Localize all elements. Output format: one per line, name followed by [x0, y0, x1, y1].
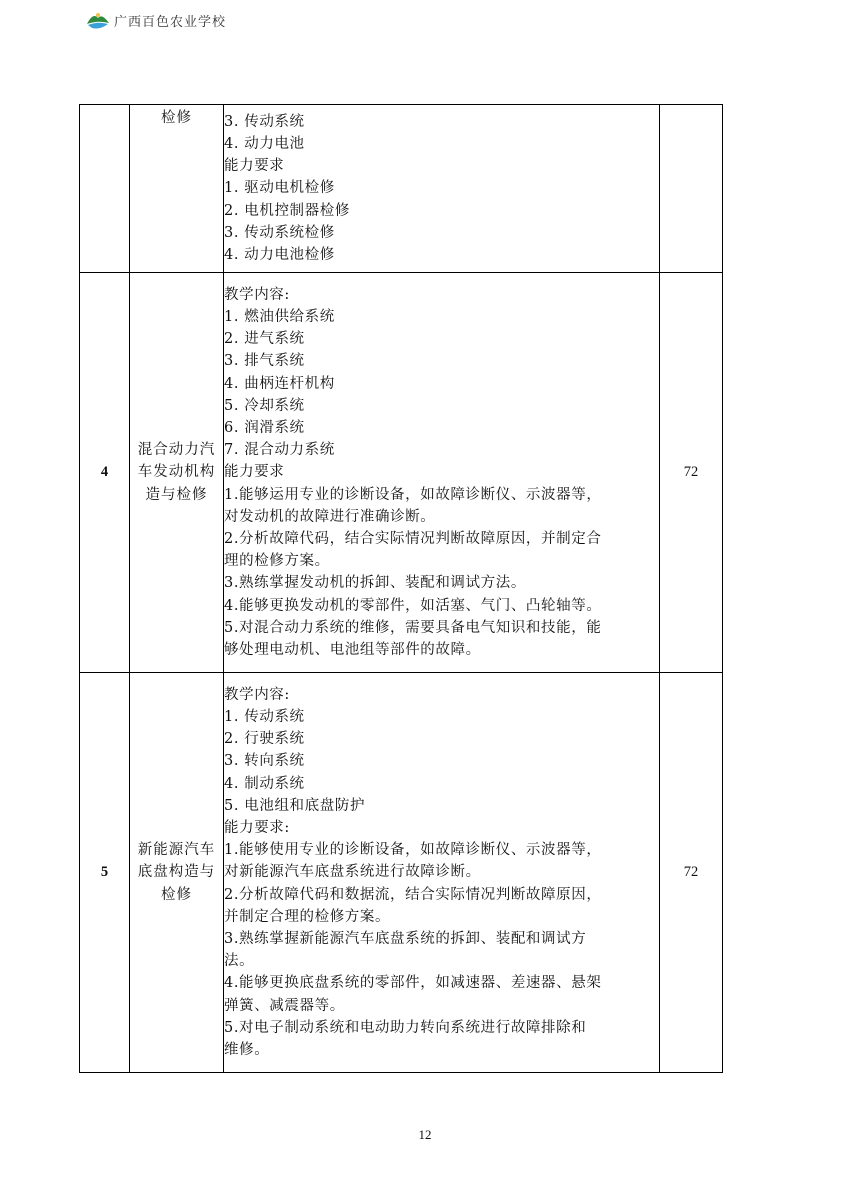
page-number: 12 [418, 1127, 432, 1142]
content-line: 6. 润滑系统 [224, 419, 305, 436]
content-line: 4.能够更换底盘系统的零部件，如减速器、差速器、悬架 [224, 975, 602, 992]
content-line: 维修。 [224, 1042, 270, 1059]
content-line: 3.熟练掌握新能源汽车底盘系统的拆卸、装配和调试方 [224, 931, 587, 947]
course-table [79, 104, 723, 1073]
table-row [80, 273, 723, 673]
content-line: 1. 燃油供给系统 [224, 308, 335, 325]
content-line: 2.分析故障代码和数据流，结合实际情况判断故障原因， [224, 886, 602, 903]
content-line: 理的检修方案。 [224, 553, 330, 570]
content-line: 1. 传动系统 [224, 708, 305, 725]
course-name: 新能源汽车底盘构造与检修 [137, 842, 216, 903]
course-hours: 72 [660, 273, 723, 673]
content-line: 5. 电池组和底盘防护 [224, 797, 366, 814]
content-line: 4. 动力电池 [224, 135, 305, 152]
content-line: 7. 混合动力系统 [224, 442, 335, 459]
content-line: 对发动机的故障进行准确诊断。 [224, 508, 436, 525]
content-line: 4. 曲柄连杆机构 [224, 375, 335, 392]
content-line: 3. 传动系统 [224, 113, 305, 130]
course-content-cell [224, 673, 660, 1073]
content-line: 够处理电动机、电池组等部件的故障。 [224, 642, 481, 659]
content-line: 弹簧、减震器等。 [224, 997, 345, 1014]
course-name-cell [130, 273, 224, 673]
content-line: 能力要求 [224, 158, 285, 175]
content-line: 3. 排气系统 [224, 353, 305, 370]
content-line: 能力要求 [224, 464, 285, 481]
content-line: 2. 进气系统 [224, 331, 305, 348]
content-line: 2. 行驶系统 [224, 731, 305, 748]
content-line: 4. 制动系统 [224, 775, 305, 792]
content-line: 3. 传动系统检修 [224, 224, 335, 241]
content-line: 5.对电子制动系统和电动助力转向系统进行故障排除和 [224, 1019, 587, 1036]
page-header [86, 6, 226, 34]
content-line: 3.熟练掌握发动机的拆卸、装配和调试方法。 [224, 575, 526, 592]
course-content-cell [224, 105, 660, 273]
course-name-cell [130, 673, 224, 1073]
content-line: 并制定合理的检修方案。 [224, 908, 391, 925]
course-name: 混合动力汽车发动机构造与检修 [137, 442, 216, 503]
mountain-leaf-logo-icon [86, 8, 110, 32]
school-name: 广西百色农业学校 [114, 14, 227, 30]
content-line: 2.分析故障代码，结合实际情况判断故障原因，并制定合 [224, 531, 602, 547]
table-row [80, 105, 723, 273]
content-line: 3. 转向系统 [224, 753, 305, 770]
content-line: 4.能够更换发动机的零部件，如活塞、气门、凸轮轴等。 [224, 597, 602, 614]
row-number: 5 [80, 673, 130, 1073]
content-line: 教学内容: [224, 686, 290, 703]
content-line: 教学内容: [224, 286, 290, 303]
content-line: 1.能够运用专业的诊断设备，如故障诊断仪、示波器等， [224, 486, 602, 503]
course-name: 检修 [161, 110, 192, 126]
content-line: 法。 [224, 953, 255, 970]
content-line: 4. 动力电池检修 [224, 247, 335, 263]
content-line: 对新能源汽车底盘系统进行故障诊断。 [224, 864, 481, 881]
course-content-cell [224, 273, 660, 673]
course-hours: 72 [660, 673, 723, 1073]
content-line: 2. 电机控制器检修 [224, 202, 350, 219]
table-row [80, 673, 723, 1073]
course-name-cell [130, 105, 224, 273]
content-line: 1.能够使用专业的诊断设备，如故障诊断仪、示波器等， [224, 842, 602, 859]
course-hours [660, 105, 723, 273]
row-number: 4 [80, 273, 130, 673]
row-number [80, 105, 130, 273]
content-line: 1. 驱动电机检修 [224, 180, 335, 197]
content-line: 5. 冷却系统 [224, 397, 305, 414]
content-line: 5.对混合动力系统的维修，需要具备电气知识和技能，能 [224, 619, 602, 636]
content-line: 能力要求: [224, 819, 290, 836]
